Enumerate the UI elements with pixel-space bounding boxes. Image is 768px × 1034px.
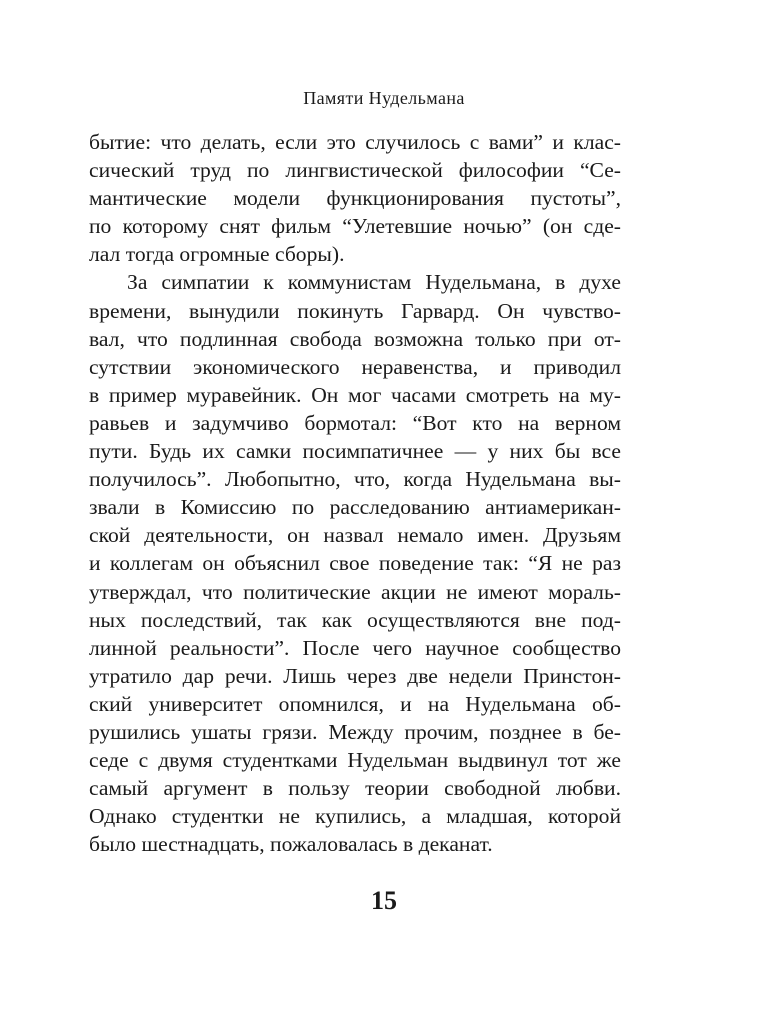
text-line: равьев и задумчиво бормотал: “Вот кто на верном [89, 410, 621, 435]
paragraph-end-line: лал тогда огромные сборы). [89, 242, 345, 267]
text-line: Однако студентки не купились, а младшая, которой [89, 804, 621, 829]
text-line: седе с двумя студентками Нудельман выдвинул тот же [89, 748, 621, 773]
text-line: получилось”. Любопытно, что, когда Нудельмана вы- [89, 467, 621, 492]
paragraph-first-line: За симпатии к коммунистам Нудельмана, в духе [127, 270, 621, 295]
text-line: самый аргумент в пользу теории свободной любви. [89, 776, 621, 801]
body-text [89, 128, 621, 858]
text-line: сический труд по лингвистической философии “Се- [89, 158, 621, 183]
running-header: Памяти Нудельмана [303, 88, 465, 108]
text-line: в пример муравейник. Он мог часами смотреть на му- [89, 382, 621, 407]
text-line: и коллегам он объяснил свое поведение так: “Я не раз [89, 551, 621, 576]
text-line: линной реальности”. После чего научное сообщество [89, 635, 621, 660]
text-line: времени, вынудили покинуть Гарвард. Он чувство- [89, 298, 621, 323]
text-line: вал, что подлинная свобода возможна только при от- [89, 326, 621, 351]
text-line: ской деятельности, он назвал немало имен. Друзьям [89, 523, 621, 548]
text-line: звали в Комиссию по расследованию антиамерикан- [89, 495, 621, 520]
paragraph-end-line: было шестнадцать, пожаловалась в деканат. [89, 832, 493, 857]
text-line: пути. Будь их самки посимпатичнее — у них бы все [89, 439, 621, 464]
text-line: ных последствий, так как осуществляются вне под- [89, 607, 621, 632]
page-number: 15 [371, 886, 397, 915]
text-line: утратило дар речи. Лишь через две недели Принстон- [89, 663, 621, 688]
text-line: сутствии экономического неравенства, и приводил [89, 354, 621, 379]
text-line: рушились ушаты грязи. Между прочим, позднее в бе- [89, 719, 621, 744]
text-line: по которому снят фильм “Улетевшие ночью” (он сде- [89, 214, 621, 239]
text-line: утверждал, что политические акции не имеют мораль- [89, 579, 621, 604]
text-line: бытие: что делать, если это случилось с вами” и клас- [89, 130, 621, 154]
text-line: ский университет опомнился, и на Нудельмана об- [89, 691, 621, 716]
text-line: мантические модели функционирования пустоты”, [89, 186, 621, 211]
